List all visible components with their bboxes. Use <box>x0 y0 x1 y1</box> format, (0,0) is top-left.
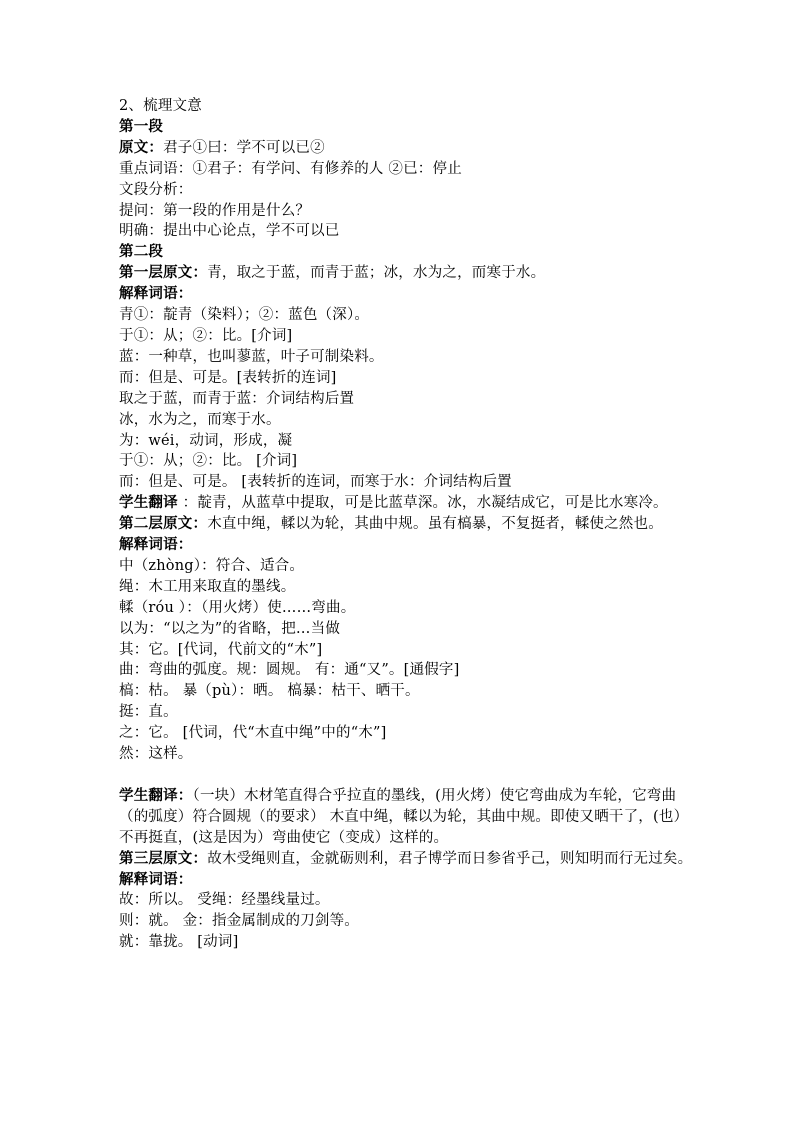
layer-1-label: 第一层原文： <box>119 264 208 282</box>
gloss-line: 曲：弯曲的弧度。规：圆规。 有：通“又”。[通假字] <box>119 662 460 679</box>
gloss-line: 然：这样。 <box>119 746 193 763</box>
gloss-line: 绳：木工用来取直的墨线。 <box>119 578 296 595</box>
translation-text: （一块）木材笔直得合乎拉直的墨线，(用火烤）使它弯曲成为车轮，它弯曲（的弧度）符合圆规（的要求） 木直中绳，輮以为轮，其曲中规。即使又晒干了，(也）不再挺直，(这是因为）弯曲使它（变成）这样的。 <box>119 787 689 846</box>
layer-1-explain-label: 解释词语： <box>119 285 193 303</box>
gloss-line: 于①：从；②：比。 [介词] <box>119 453 298 470</box>
gloss-line: 而：但是、可是。 [表转折的连词，而寒于水：介词结构后置 <box>119 474 512 491</box>
layer-3-explain-label: 解释词语： <box>119 870 193 888</box>
question-line: 提问：第一段的作用是什么？ <box>119 202 311 219</box>
gloss-line: 中（zhòng）：符合、适合。 <box>119 557 305 574</box>
document-body <box>119 96 699 953</box>
layer-2-label: 第二层原文： <box>119 515 208 533</box>
paragraph-2-title: 第二段 <box>119 243 164 261</box>
gloss-line: 挺：直。 <box>119 704 178 721</box>
translation-label: 学生翻译： <box>119 786 193 804</box>
gloss-line: 之：它。 [代词，代“木直中绳”中的“木”] <box>119 725 387 742</box>
layer-1-text: 青，取之于蓝，而青于蓝；冰，水为之，而寒于水。 <box>207 265 546 282</box>
gloss-line: 輮（róu ）：（用火烤）使……弯曲。 <box>119 599 356 616</box>
key-words-line: 重点词语：①君子：有学问、有修养的人 ②已：停止 <box>119 160 462 177</box>
layer-3-original <box>119 849 699 870</box>
layer-2-original <box>119 514 699 535</box>
blank-line <box>119 765 699 786</box>
original-label: 原文： <box>119 138 164 156</box>
gloss-line: 于①：从；②：比。[介词] <box>119 327 293 344</box>
gloss-line: 故：所以。 受绳：经墨线量过。 <box>119 892 330 909</box>
layer-2-text: 木直中绳，輮以为轮，其曲中规。虽有槁暴，不复挺者，輮使之然也。 <box>207 516 663 533</box>
gloss-line: 为：wéi，动词，形成，凝 <box>119 432 293 449</box>
section-heading: 2、梳理文意 <box>119 98 202 114</box>
original-text: 君子①曰：学不可以已② <box>163 139 325 156</box>
gloss-line: 就：靠拢。 [动词] <box>119 934 239 951</box>
layer-3-label: 第三层原文： <box>119 849 208 867</box>
layer-2-explain-label: 解释词语： <box>119 536 193 554</box>
gloss-line: 槁：枯。 暴（pù）：晒。 槁暴：枯干、晒干。 <box>119 683 420 700</box>
gloss-line: 蓝：一种草，也叫蓼蓝，叶子可制染料。 <box>119 348 384 365</box>
gloss-line: 取之于蓝，而青于蓝：介词结构后置 <box>119 390 355 407</box>
gloss-line: 而：但是、可是。[表转折的连词] <box>119 369 337 386</box>
layer-1-original <box>119 263 699 284</box>
translation-label: 学生翻译 <box>119 494 178 512</box>
paragraph-1-original <box>119 138 699 159</box>
analysis-label: 文段分析： <box>119 181 193 198</box>
gloss-line: 青①：靛青（染料）；②：蓝色（深）。 <box>119 307 370 324</box>
layer-2-translation <box>119 786 699 849</box>
translation-text: ：靛青，从蓝草中提取，可是比蓝草深。冰，水凝结成它，可是比水寒冷。 <box>177 495 668 512</box>
gloss-line: 则：就。 金：指金属制成的刀剑等。 <box>119 913 360 930</box>
layer-3-text: 故木受绳则直，金就砺则利，君子博学而日参省乎己，则知明而行无过矣。 <box>207 850 693 867</box>
paragraph-1-title: 第一段 <box>119 117 164 135</box>
answer-line: 明确：提出中心论点，学不可以已 <box>119 223 340 240</box>
gloss-line: 冰，水为之，而寒于水。 <box>119 411 281 428</box>
layer-1-translation <box>119 493 699 514</box>
gloss-line: 其：它。[代词，代前文的“木”] <box>119 641 323 658</box>
gloss-line: 以为：“以之为”的省略，把…当做 <box>119 620 341 637</box>
